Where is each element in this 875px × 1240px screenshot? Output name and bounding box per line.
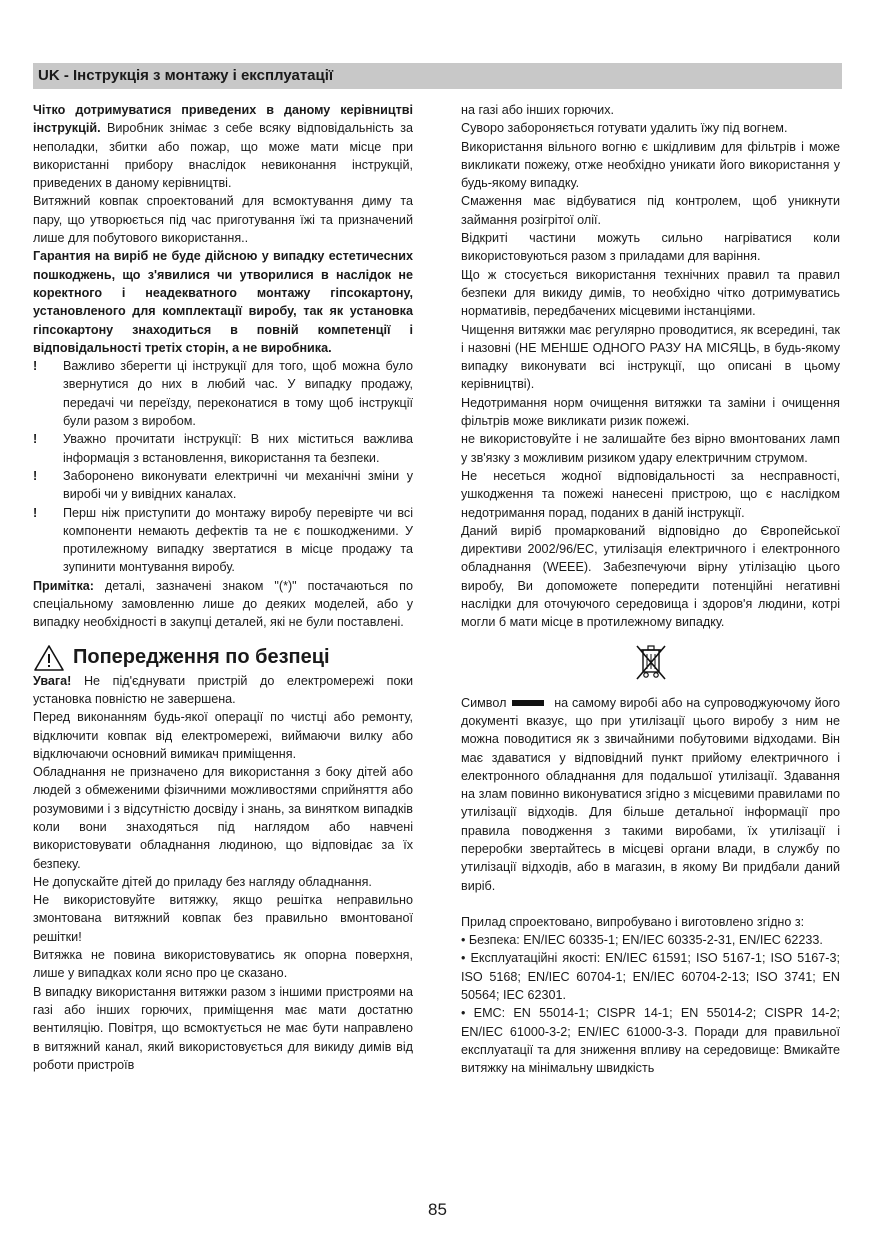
right-paragraph: Чищення витяжки має регулярно проводитися, як всередині, так і назовні (НЕ МЕНШЕ ОДНОГО РАЗУ НА МІСЯЦЬ, в будь-якому випадку виконувати всі інструкції, що описані в цьому керівництві). bbox=[461, 322, 840, 392]
right-paragraph: Що ж стосується використання технічних правил та правил безпеки для викиду димів, то необхідно чітко дотримуватись нормативів, передбачених місцевими інстанціями. bbox=[461, 267, 840, 319]
warning-item bbox=[33, 504, 413, 577]
symbol-paragraph bbox=[461, 694, 840, 895]
symbol-word: Символ bbox=[461, 695, 507, 710]
black-bar-icon bbox=[512, 700, 544, 706]
note-text: деталі, зазначені знаком "(*)" постачаються по спеціальному замовленню лише до деяких моделей, або у випадку необхідності в закупці деталей, які не були поставлені. bbox=[33, 578, 413, 630]
right-paragraph: Недотримання норм очищення витяжки та заміни і очищення фільтрів може викликати ризик пожежі. bbox=[461, 395, 840, 429]
right-paragraph: не використовуйте і не залишайте без вірно вмонтованих ламп у зв'язку з можливим ризиком удару електричним струмом. bbox=[461, 432, 840, 465]
safety-paragraph: В випадку використання витяжки разом з іншими пристроями на газі або інших горючих, приміщення має мати достатню вентиляцію. Повітря, що всмоктується не має бути направлено в витяжний канал, який використовується для викиду димів від роботи пристроїв bbox=[33, 984, 413, 1072]
warning-item bbox=[33, 430, 413, 467]
header-bar bbox=[33, 63, 842, 89]
attention-text: Не під'єднувати пристрій до електромережі поки установка повністю не завершена. bbox=[33, 673, 413, 706]
right-paragraph: Використання вільного вогню є шкідливим для фільтрів і може викликати пожежу, отже необхідно уникати його використання у будь-якому випадку. bbox=[461, 139, 840, 191]
right-paragraph: Суворо забороняється готувати удалить їжу під вогнем. bbox=[461, 121, 788, 136]
safety-paragraph: Перед виконанням будь-якої операції по чистці або ремонту, відключити ковпак від електромережі, виймаючи вилку або відключаючи основний вимикач приміщення. bbox=[33, 710, 413, 761]
right-paragraph: на газі або інших горючих. bbox=[461, 103, 615, 117]
page-number: 85 bbox=[428, 1200, 447, 1219]
crossed-bin-icon bbox=[633, 642, 669, 682]
warning-text: Заборонено виконувати електричні чи механічні зміни у виробі чи у вивідних каналах. bbox=[63, 468, 413, 502]
standards-intro: Прилад спроектовано, випробувано і виготовлено згідно з: bbox=[461, 914, 805, 929]
right-paragraph: Відкриті частини можуть сильно нагріватися коли використовуються разом з приладами для варіння. bbox=[461, 231, 840, 264]
right-paragraph: Смаження має відбуватися під контролем, щоб уникнути займання розігрітої олії. bbox=[461, 194, 840, 227]
safety-paragraph: Обладнання не призначено для використання з боку дітей або людей з обмеженими фізичними можливостями сприйняття або розумовими і з відсутністю досвіду і знань, за винятком випадків коли вони знаходяться під наглядом або навчені використовувати обладнання людиною, що відповідає за їх безпеку. bbox=[33, 765, 413, 871]
warning-text: Важливо зберегти ці інструкції для того, щоб можна було звернутися до них в любий час. У випадку продажу, передачі чи переїзду, переконатися в тому щоб інструкції були разом з виробом. bbox=[63, 359, 413, 429]
warranty-paragraph: Гарантия на виріб не буде дійсною у випадку естетичесних пошкоджень, що з'явилися чи утворилися в наслідок не коректного і неадекватного монтажу гіпсокартону, установленого для комплектації виробу, так як установка гіпсокартону знаходиться в повній компетенції і відповідальності третіх сторін, а не виробника. bbox=[33, 249, 413, 355]
safety-heading bbox=[33, 644, 413, 672]
purpose-paragraph: Витяжний ковпак спроектований для всмоктування диму та пару, що утворюється під час приготування їжі та призначений лише для побутового використання.. bbox=[33, 194, 413, 246]
exclamation-icon: ! bbox=[33, 505, 38, 520]
standards-item: • Безпека: EN/IEC 60335-1; EN/IEC 60335-2-31, EN/IEC 62233. bbox=[461, 933, 823, 948]
warning-text: Перш ніж приступити до монтажу виробу перевірте чи всі компоненти немають дефектів та не є пошкодженими. У протилежному випадку звертатися в місце продажу та зупинити монтування виробу. bbox=[63, 505, 413, 575]
safety-title: Попередження по безпеці bbox=[73, 646, 330, 669]
safety-paragraph: Витяжка не повина використовуватись як опорна поверхня, лише у випадках коли ясно про це сказано. bbox=[33, 948, 413, 981]
warning-text: Уважно прочитати інструкції: В них міститься важлива інформація з встановлення, використання та безпеки. bbox=[63, 432, 413, 465]
warning-item bbox=[33, 467, 413, 504]
right-column bbox=[461, 101, 840, 1078]
warning-item bbox=[33, 357, 413, 430]
exclamation-icon: ! bbox=[33, 468, 38, 483]
intro-paragraph bbox=[33, 101, 413, 192]
standards-item: • Експлуатаційні якості: EN/IEC 61591; ISO 5167-1; ISO 5167-3; ISO 5168; EN/IEC 60704-1; EN/IEC 60704-2-13; ISO 3741; EN 50564; IEC 62301. bbox=[461, 951, 840, 1003]
intro-bold: Чітко дотримуватися приведених в даному керівництві інструкцій. bbox=[33, 103, 413, 136]
safety-paragraph: Не використовуйте витяжку, якщо решітка неправильно змонтована витяжний ковпак без правильно вмонтованої решітки! bbox=[33, 893, 413, 944]
exclamation-icon: ! bbox=[33, 432, 38, 447]
symbol-text: на самому виробі або на супроводжуючому його документі вказує, що при утилізації цього виробу з ним не можна поводитися як з звичайними побутовими відходами. Він має здаватися у відповідний пункт прийому електричного і електронного обладнання для подальшої утилізації. Здавання на злам повинно виконуватися згідно з місцевими правилами по утилізації відходів. Для більше детальної інформації про правила поводження з такими виробами, їх утилізації і переробки звертайтесь в місцеві органи влади, в службу по утилізації відходів, або в магазин, в якому Ви придбали даний виріб. bbox=[461, 695, 840, 893]
standards-item: • EMC: EN 55014-1; CISPR 14-1; EN 55014-2; CISPR 14-2; EN/IEC 61000-3-2; EN/IEC 61000-3-3. Поради для правильної експлуатації та для зниження впливу на середовище: Вмикайте витяжку на мінімальну швидкість bbox=[461, 1006, 840, 1076]
left-column bbox=[33, 101, 413, 1074]
right-paragraph: Не несеться жодної відповідальності за несправності, ушкодження та пожежі нанесені пристрою, що є наслідком недотримання порад, поданих в даній інструкції. bbox=[461, 468, 840, 520]
weee-paragraph: Даний виріб промаркований відповідно до Європейської директиви 2002/96/ЕС, утилізація електричного і електронного обладнання (WEEE). Забезпечуючи вірну утілізацію цього виробу, Ви допоможете попередити потенційні негативні наслідки для оточуючого середовища і здоров'я людини, котрі могли б мати місце в протилежному випадку. bbox=[461, 523, 840, 630]
page-title: UK - Інструкція з монтажу і експлуатації bbox=[38, 67, 334, 84]
safety-paragraph: Не допускайте дітей до приладу без нагляду обладнання. bbox=[33, 874, 372, 889]
warning-triangle-icon bbox=[33, 644, 65, 672]
intro-text: Виробник знімає з себе всяку відповідальність за неполадки, збитки або пожар, що може мати місце при використанні прибору внаслідок невиконання інструкцій, приведених в даному керівництві. bbox=[33, 121, 413, 191]
spacer bbox=[461, 895, 840, 913]
attention-label: Увага! bbox=[33, 673, 72, 688]
note-label: Примітка: bbox=[33, 578, 94, 593]
exclamation-icon: ! bbox=[33, 359, 38, 374]
weee-symbol bbox=[461, 642, 840, 682]
attention-paragraph bbox=[33, 672, 413, 709]
note-paragraph bbox=[33, 577, 413, 632]
